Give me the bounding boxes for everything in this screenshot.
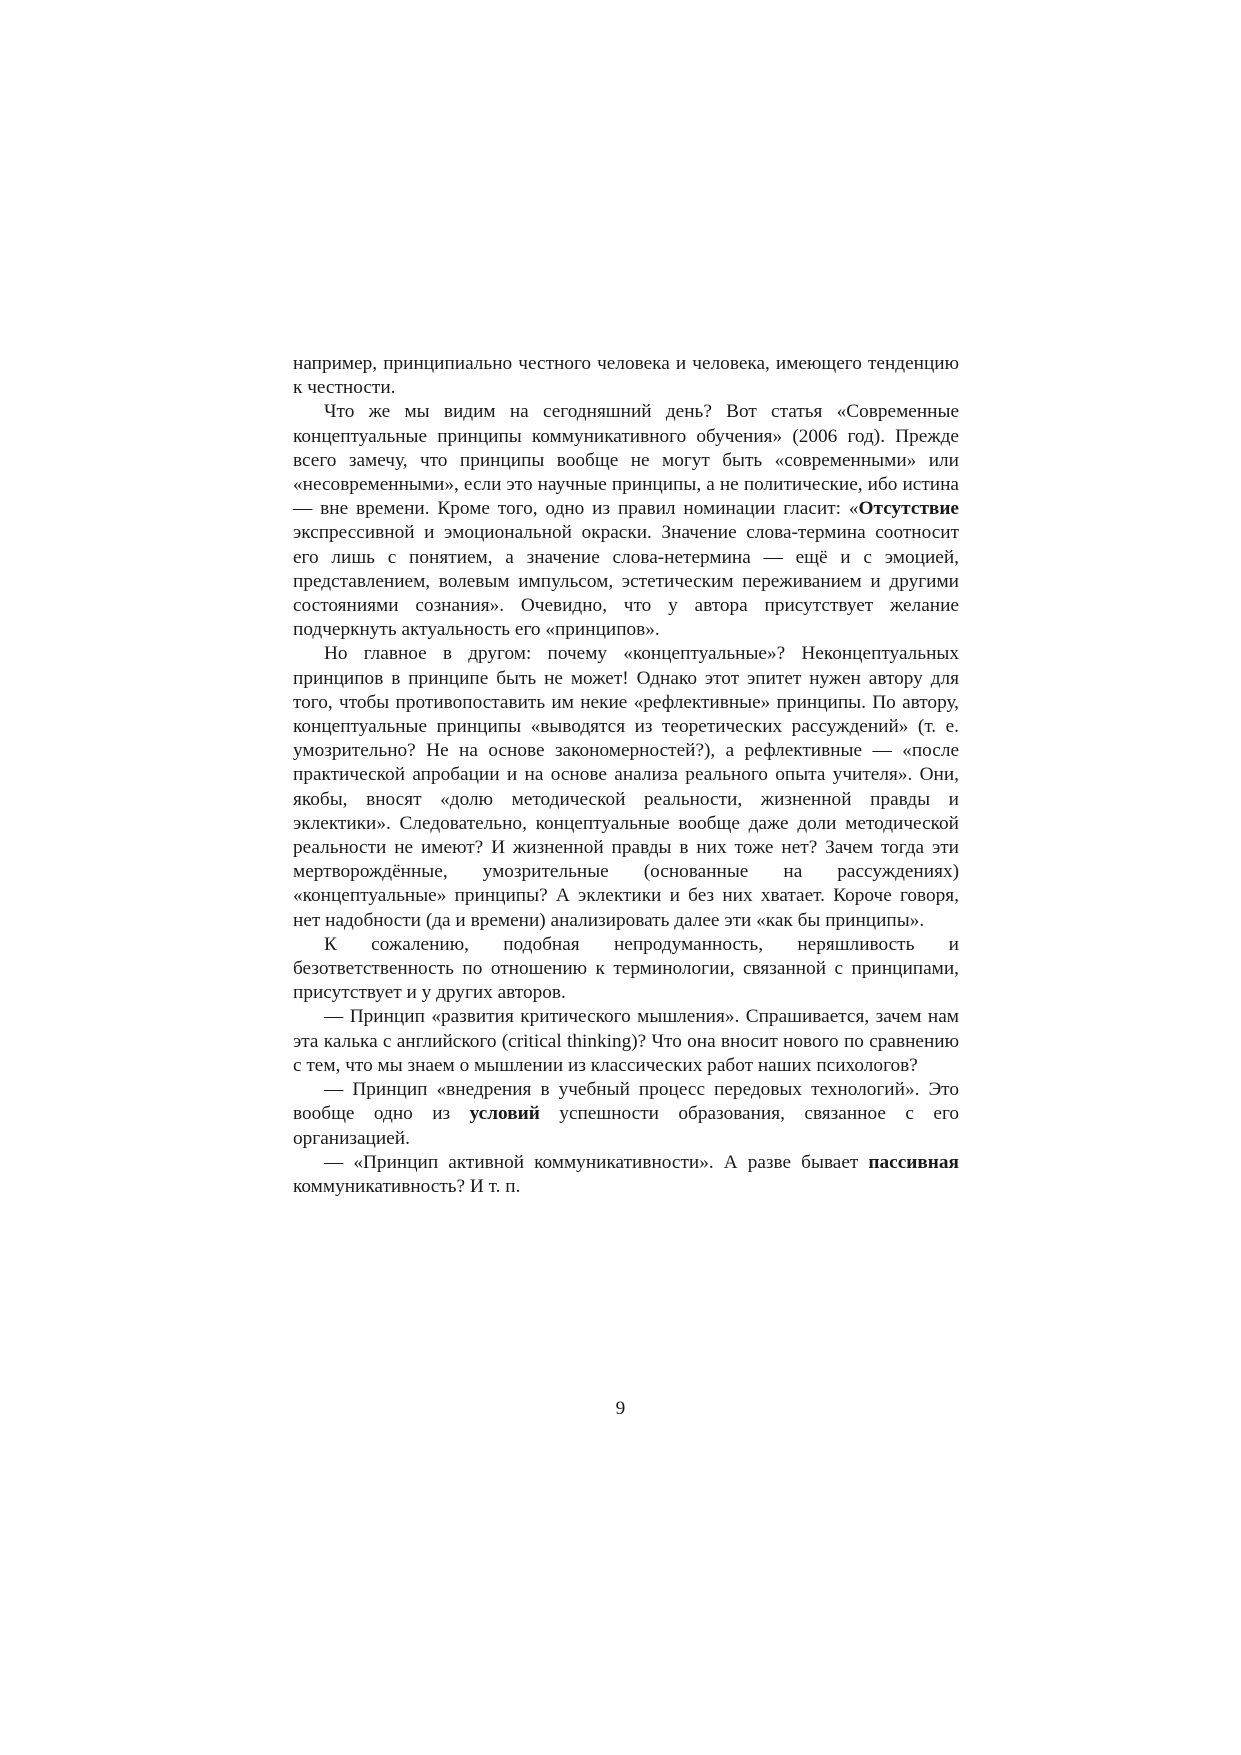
paragraph-4-text: К сожалению, подобная непродуманность, неряшливость и безответственность по отношению к терминологии, связанной с принципами, присутствует и у других авторов. (293, 933, 959, 1004)
paragraph-7-text-b: коммуникативность? И т. п. (293, 1175, 521, 1197)
paragraph-5 (293, 1005, 959, 1078)
paragraph-6 (293, 1078, 959, 1151)
paragraph-3 (293, 642, 959, 932)
paragraph-7-bold: пассивная (868, 1151, 959, 1173)
paragraph-6-bold: условий (469, 1103, 540, 1125)
paragraph-7 (293, 1151, 959, 1199)
paragraph-6-text-a: — Принцип «внедрения в учебный процесс передовых технологий». Это вообще одно из (293, 1079, 959, 1125)
paragraph-2-bold: Отсутствие (858, 498, 959, 520)
paragraph-4 (293, 933, 959, 1006)
paragraph-7-text-a: — «Принцип активной коммуникативности». А разве бывает (324, 1151, 869, 1173)
paragraph-6-text-b: успешности образования, связанное с его организацией. (293, 1103, 960, 1149)
body-text (293, 352, 959, 1199)
page-number: 9 (615, 1398, 626, 1419)
paragraph-5-text: — Принцип «развития критического мышления». Спрашивается, зачем нам эта калька с английского (critical thinking)? Что она вносит нового по сравнению с тем, что мы знаем о мышлении из классических работ наших психологов? (293, 1006, 959, 1076)
paragraph-2 (293, 400, 959, 642)
paragraph-1 (293, 352, 959, 400)
paragraph-1-text: например, принципиально честного человека и человека, имеющего тенденцию к честности. (293, 353, 959, 399)
paragraph-3-text: Но главное в другом: почему «концептуальные»? Неконцептуальных принципов в принципе быть не может! Однако этот эпитет нужен автору для того, чтобы противопоставить им некие «рефлективные» принципы. По автору, концептуальные принципы «выводятся из теоретических рассуждений» (т. е. умозрительно? Не на основе закономерностей?), а рефлективные — «после практической апробации и на основе анализа реального опыта учителя». Они, якобы, вносят «долю методической реальности, жизненной правды и эклектики». Следовательно, концептуальные вообще даже доли методической реальности не имеют? И жизненной правды в них тоже нет? Зачем тогда эти мертворождённые, умозрительные (основанные на рассуждениях) «концептуальные» принципы? А эклектики и без них хватает. Короче говоря, нет надобности (да и времени) анализировать далее эти «как бы принципы». (293, 643, 959, 931)
paragraph-2-text-b: экспрессивной и эмоциональной окраски. Значение слова-термина соотносит его лишь с понятием, а значение слова-нетермина — ещё и с эмоцией, представлением, волевым импульсом, эстетическим переживанием и другими состояниями сознания». Очевидно, что у автора присутствует желание подчеркнуть актуальность его «принципов». (293, 522, 959, 641)
paragraph-2-text-a: Что же мы видим на сегодняшний день? Вот статья «Современные концептуальные принципы коммуникативного обучения» (2006 год). Прежде всего замечу, что принципы вообще не могут быть «современными» или «несовременными», если это научные принципы, а не политические, ибо истина — вне времени. Кроме того, одно из правил номинации гласит: « (293, 401, 959, 520)
